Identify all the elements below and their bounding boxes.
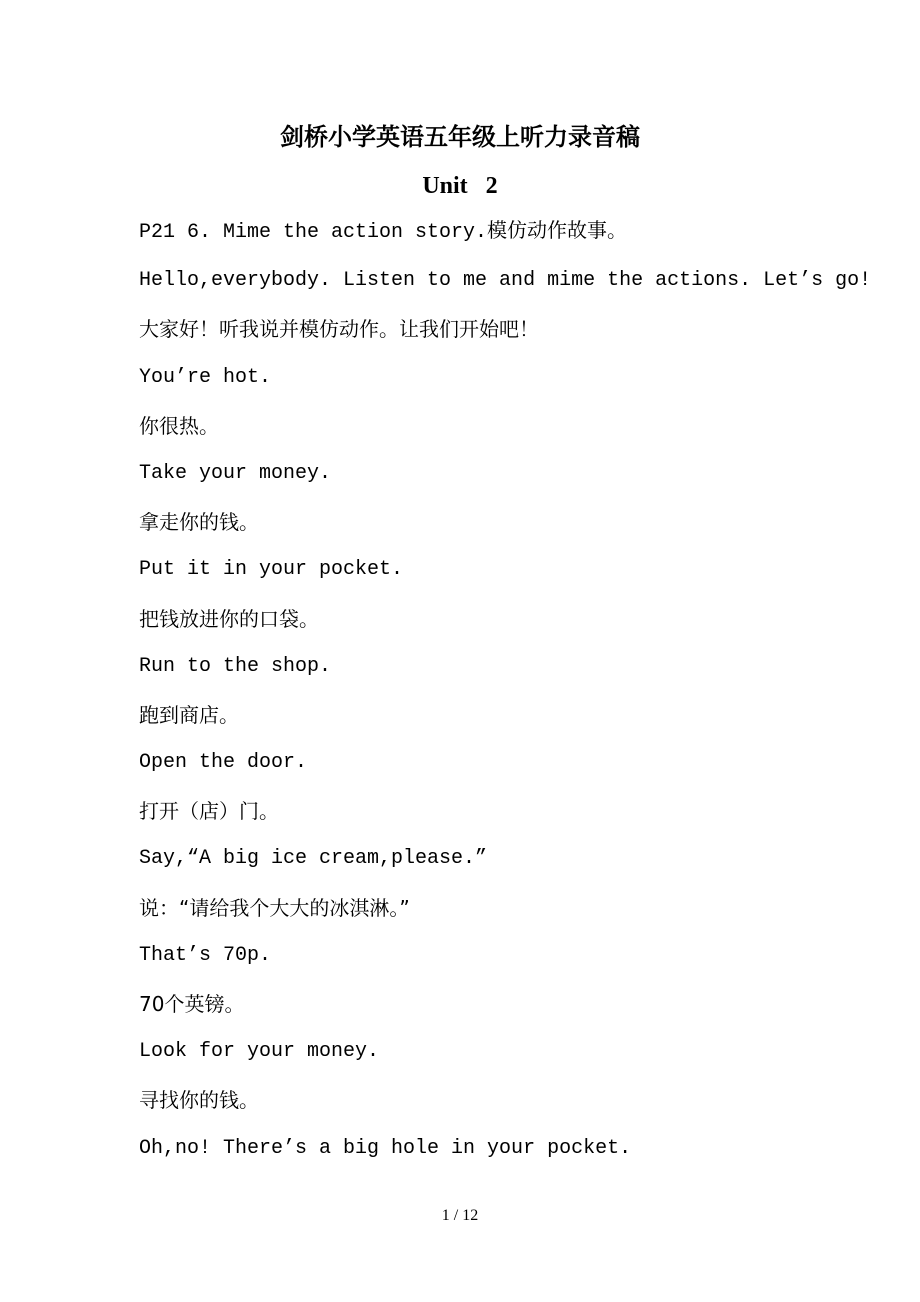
transcript-line: P21 6. Mime the action story.模仿动作故事。 (139, 221, 628, 244)
transcript-line: 把钱放进你的口袋。 (139, 606, 319, 631)
transcript-line: 打开（店）门。 (139, 799, 279, 824)
transcript-line: Open the door. (139, 751, 308, 775)
transcript-line: Put it in your pocket. (139, 558, 404, 582)
transcript-line: 大家好！听我说并模仿动作。让我们开始吧！ (139, 317, 539, 342)
transcript-line: 寻找你的钱。 (139, 1088, 259, 1113)
page-number: 1 / 12 (441, 1207, 479, 1224)
transcript-line: 你很热。 (139, 413, 219, 438)
transcript-lines (139, 216, 899, 1180)
transcript-line: That’s 70p. (139, 943, 272, 967)
unit-heading: Unit 2 (422, 173, 498, 199)
transcript-line: Say,“A big ice cream,please.” (139, 847, 488, 871)
transcript-line: 70个英镑。 (139, 992, 245, 1016)
document-title: 剑桥小学英语五年级上听力录音稿 (280, 123, 640, 151)
transcript-line: 拿走你的钱。 (139, 510, 259, 535)
transcript-line: 跑到商店。 (139, 702, 239, 727)
transcript-line: 说：“请给我个大大的冰淇淋。” (139, 895, 410, 920)
transcript-line: Oh,no! There’s a big hole in your pocket. (139, 1136, 632, 1160)
transcript-line: You’re hot. (139, 365, 272, 389)
transcript-line: Take your money. (139, 461, 332, 485)
transcript-line: Run to the shop. (139, 654, 332, 678)
transcript-line: Look for your money. (139, 1040, 380, 1064)
transcript-line: Hello,everybody. Listen to me and mime the actions. Let’s go! (139, 269, 872, 293)
